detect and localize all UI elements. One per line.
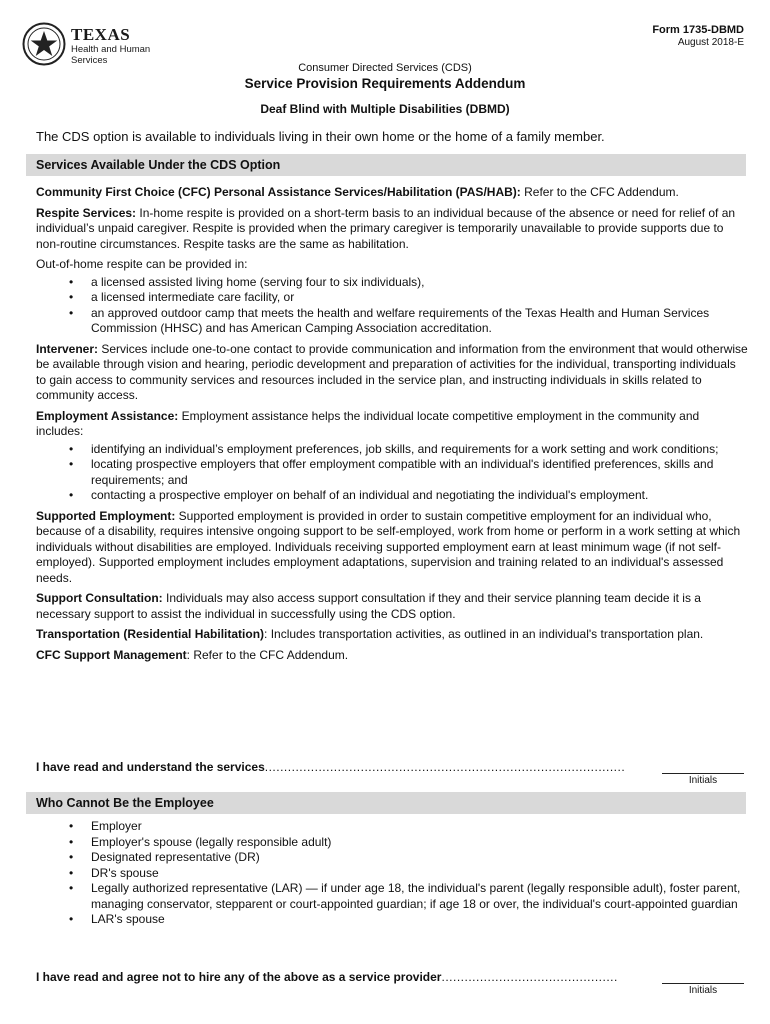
services-section: [36, 185, 748, 668]
ooh-list: [36, 275, 748, 337]
transport-text: : Includes transportation activities, as outlined in an individual's transportation plan.: [264, 627, 704, 641]
ack-leader: ..............................................: [441, 970, 618, 984]
cfcsm-label: CFC Support Management: [36, 647, 187, 662]
section-heading-services: [26, 154, 746, 176]
page-subtitle: Deaf Blind with Multiple Disabilities (DBMD): [260, 102, 510, 116]
list-item: • Legally authorized representative (LAR) — if under age 18, the individual's parent (legally responsible adult), foster parent, managing conservator, stepparent or court-appointed guardian; if age 18 or over, the individual's court-appointed guardian: [91, 881, 748, 912]
cfc-text: Refer to the CFC Addendum.: [520, 185, 679, 199]
intervener-label: Intervener:: [36, 341, 99, 356]
list-item: • DR's spouse: [91, 866, 748, 882]
program-name: Consumer Directed Services (CDS): [298, 62, 472, 74]
ooh-intro: Out-of-home respite can be provided in:: [36, 257, 248, 271]
list-item: • locating prospective employers that offer employment compatible with an individual's identified preferences, skills and requirements; and: [91, 457, 748, 488]
hire-acknowledgement: [36, 970, 746, 984]
list-item: • LAR's spouse: [91, 912, 748, 928]
respite-paragraph: [36, 206, 748, 253]
supported-paragraph: [36, 509, 748, 587]
logo-brand: TEXAS: [71, 25, 131, 44]
intervener-text: Services include one-to-one contact to provide communication and information from the environment that would otherwise be available through vision and hearing, periodic development and preparation of activities for the individual, transporting individuals to gain access to community services and resources included in the service plan, and instructing individuals in skills related to community access.: [36, 341, 748, 402]
ack-leader: ..............................................................................................: [264, 760, 626, 774]
form-identifier: [652, 24, 744, 48]
list-item: • an approved outdoor camp that meets the health and welfare requirements of the Texas Health and Human Services Commission (HHSC) and has American Camping Association accreditation.: [91, 306, 748, 337]
list-item: • Employer's spouse (legally responsible adult): [91, 835, 748, 851]
logo-subtitle: Health and Human Services: [71, 44, 151, 66]
supported-text: Supported employment is provided in order to sustain competitive employment for an individual who, because of a disability, requires intensive ongoing support to be self-employed, work from home or perform in a work setting at which individuals without disabilities are employed. Individuals receiving supported employment earn at least minimum wage (if not self-employed). Supported employment includes employment adaptations, supervision and training related to an individual's assessed needs.: [36, 508, 741, 585]
list-item: • identifying an individual’s employment preferences, job skills, and requirements for a work setting and work conditions;: [91, 442, 748, 458]
respite-text: In-home respite is provided on a short-term basis to an individual because of the absence or need for relief of an individual’s unpaid caregiver. Respite is provided when the primary caregiver is temporarily unavailable to provide supports due to non-routine circumstances. Respite tasks are the same as habilitation.: [36, 205, 736, 251]
respite-label: Respite Services:: [36, 205, 137, 220]
consult-text: Individuals may also access support consultation if they and their service planning team decide it is a necessary support to assist the individual in successfully using the CDS option.: [36, 591, 701, 621]
employment-list: [36, 442, 748, 504]
transport-label: Transportation (Residential Habilitation): [36, 627, 265, 641]
ack-text: I have read and understand the services: [36, 760, 265, 774]
initials-field-services[interactable]: [662, 773, 744, 774]
cfcsm-paragraph: [36, 648, 748, 664]
consult-label: Support Consultation:: [36, 591, 163, 605]
list-item: • Employer: [91, 819, 748, 835]
form-date: August 2018-E: [677, 37, 744, 48]
employment-text: Employment assistance helps the individual locate competitive employment in the community and includes:: [36, 408, 700, 438]
ack-text: I have read and agree not to hire any of the above as a service provider: [36, 970, 442, 984]
section-heading-label: Who Cannot Be the Employee: [36, 796, 214, 810]
section-heading-label: Services Available Under the CDS Option: [36, 158, 281, 172]
initials-label: Initials: [688, 775, 718, 786]
consult-paragraph: [36, 591, 748, 622]
intro-text: The CDS option is available to individuals living in their own home or the home of a family member.: [36, 129, 605, 144]
list-item: • contacting a prospective employer on behalf of an individual and negotiating the individual's employment.: [91, 488, 748, 504]
form-number: Form 1735-DBMD: [652, 24, 744, 36]
cfcsm-text: : Refer to the CFC Addendum.: [186, 647, 349, 662]
employee-section: [36, 819, 748, 933]
section-heading-employee: [26, 792, 746, 814]
supported-label: Supported Employment:: [36, 508, 176, 523]
page-title: Service Provision Requirements Addendum: [244, 76, 526, 91]
list-item: • a licensed intermediate care facility, or: [91, 290, 748, 306]
transport-paragraph: [36, 627, 748, 643]
list-item: • Designated representative (DR): [91, 850, 748, 866]
initials-label: Initials: [688, 985, 718, 996]
services-acknowledgement: [36, 760, 746, 774]
intervener-paragraph: [36, 342, 748, 404]
employment-label: Employment Assistance:: [36, 408, 179, 423]
initials-field-hire[interactable]: [662, 983, 744, 984]
employment-paragraph: [36, 409, 748, 440]
texas-seal-icon: [22, 22, 66, 66]
excluded-employee-list: [36, 819, 748, 928]
cfc-label: Community First Choice (CFC) Personal Assistance Services/Habilitation (PAS/HAB):: [36, 185, 521, 199]
cfc-paragraph: [36, 185, 748, 201]
list-item: • a licensed assisted living home (serving four to six individuals),: [91, 275, 748, 291]
